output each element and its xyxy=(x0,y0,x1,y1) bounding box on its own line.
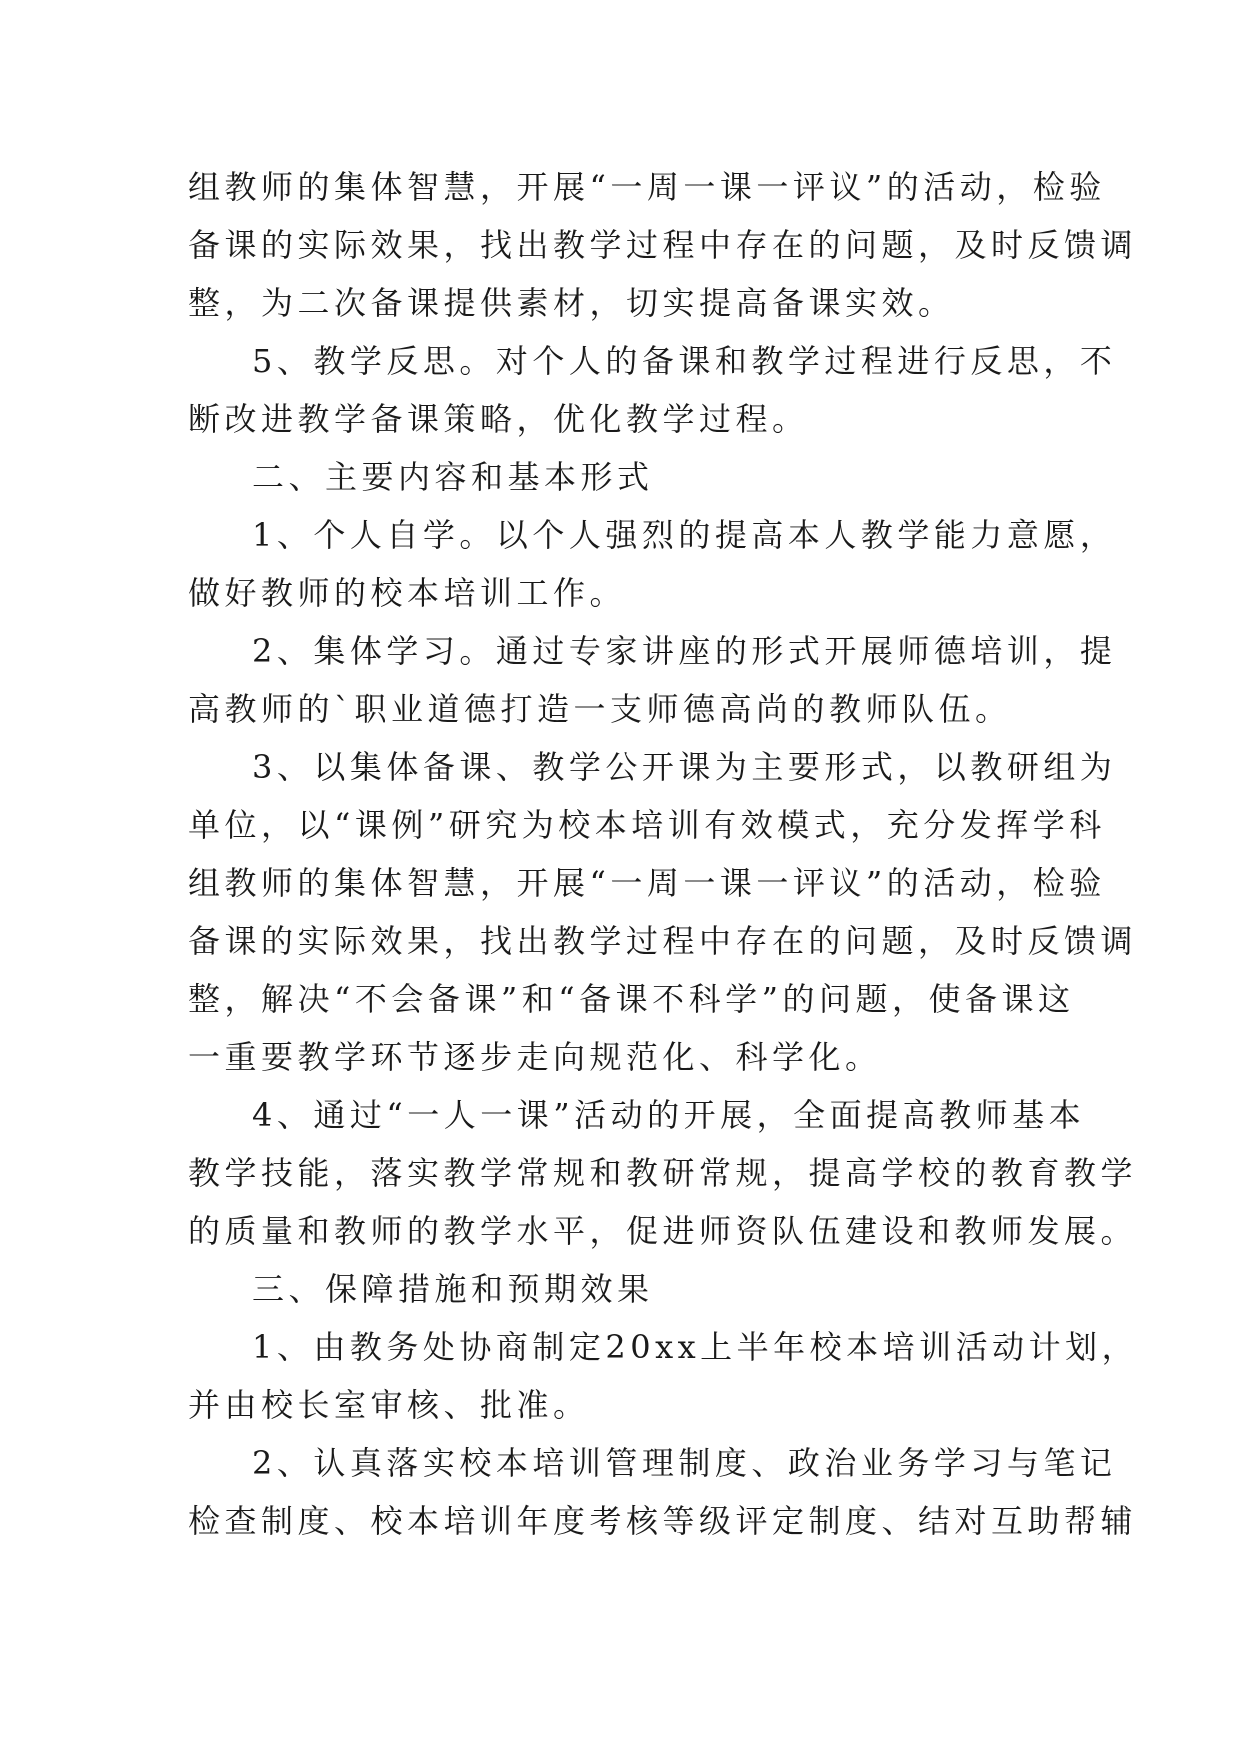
paragraph-start-line: 1、由教务处协商制定20xx上半年校本培训活动计划， xyxy=(252,1328,1139,1366)
document-body xyxy=(188,158,1139,1550)
body-line: 一重要教学环节逐步走向规范化、科学化。 xyxy=(188,1038,882,1076)
body-line: 备课的实际效果，找出教学过程中存在的问题，及时反馈调 xyxy=(188,922,1138,960)
paragraph-start-line: 3、以集体备课、教学公开课为主要形式，以教研组为 xyxy=(252,748,1117,786)
body-line: 整，为二次备课提供素材，切实提高备课实效。 xyxy=(188,284,955,322)
body-line: 组教师的集体智慧，开展“一周一课一评议”的活动，检验 xyxy=(188,864,1106,902)
body-line: 整，解决“不会备课”和“备课不科学”的问题，使备课这 xyxy=(188,980,1075,1018)
body-line: 组教师的集体智慧，开展“一周一课一评议”的活动，检验 xyxy=(188,168,1106,206)
body-line: 单位，以“课例”研究为校本培训有效模式，充分发挥学科 xyxy=(188,806,1106,844)
paragraph-start-line: 5、教学反思。对个人的备课和教学过程进行反思，不 xyxy=(252,342,1117,380)
body-line: 并由校长室审核、批准。 xyxy=(188,1386,590,1424)
body-line: 做好教师的校本培训工作。 xyxy=(188,574,627,612)
body-line: 检查制度、校本培训年度考核等级评定制度、结对互助帮辅 xyxy=(188,1502,1138,1540)
paragraph-start-line: 4、通过“一人一课”活动的开展，全面提高教师基本 xyxy=(252,1096,1086,1134)
section-heading: 三、保障措施和预期效果 xyxy=(252,1270,654,1308)
body-line: 教学技能，落实教学常规和教研常规，提高学校的教育教学 xyxy=(188,1154,1138,1192)
body-line: 断改进教学备课策略，优化教学过程。 xyxy=(188,400,809,438)
section-heading: 二、主要内容和基本形式 xyxy=(252,458,654,496)
body-line: 备课的实际效果，找出教学过程中存在的问题，及时反馈调 xyxy=(188,226,1138,264)
body-line: 的质量和教师的教学水平，促进师资队伍建设和教师发展。 xyxy=(188,1212,1138,1250)
paragraph-start-line: 2、认真落实校本培训管理制度、政治业务学习与笔记 xyxy=(252,1444,1117,1482)
paragraph-start-line: 1、个人自学。以个人强烈的提高本人教学能力意愿， xyxy=(252,516,1117,554)
body-line: 高教师的`职业道德打造一支师德高尚的教师队伍。 xyxy=(188,690,1012,728)
paragraph-start-line: 2、集体学习。通过专家讲座的形式开展师德培训，提 xyxy=(252,632,1117,670)
